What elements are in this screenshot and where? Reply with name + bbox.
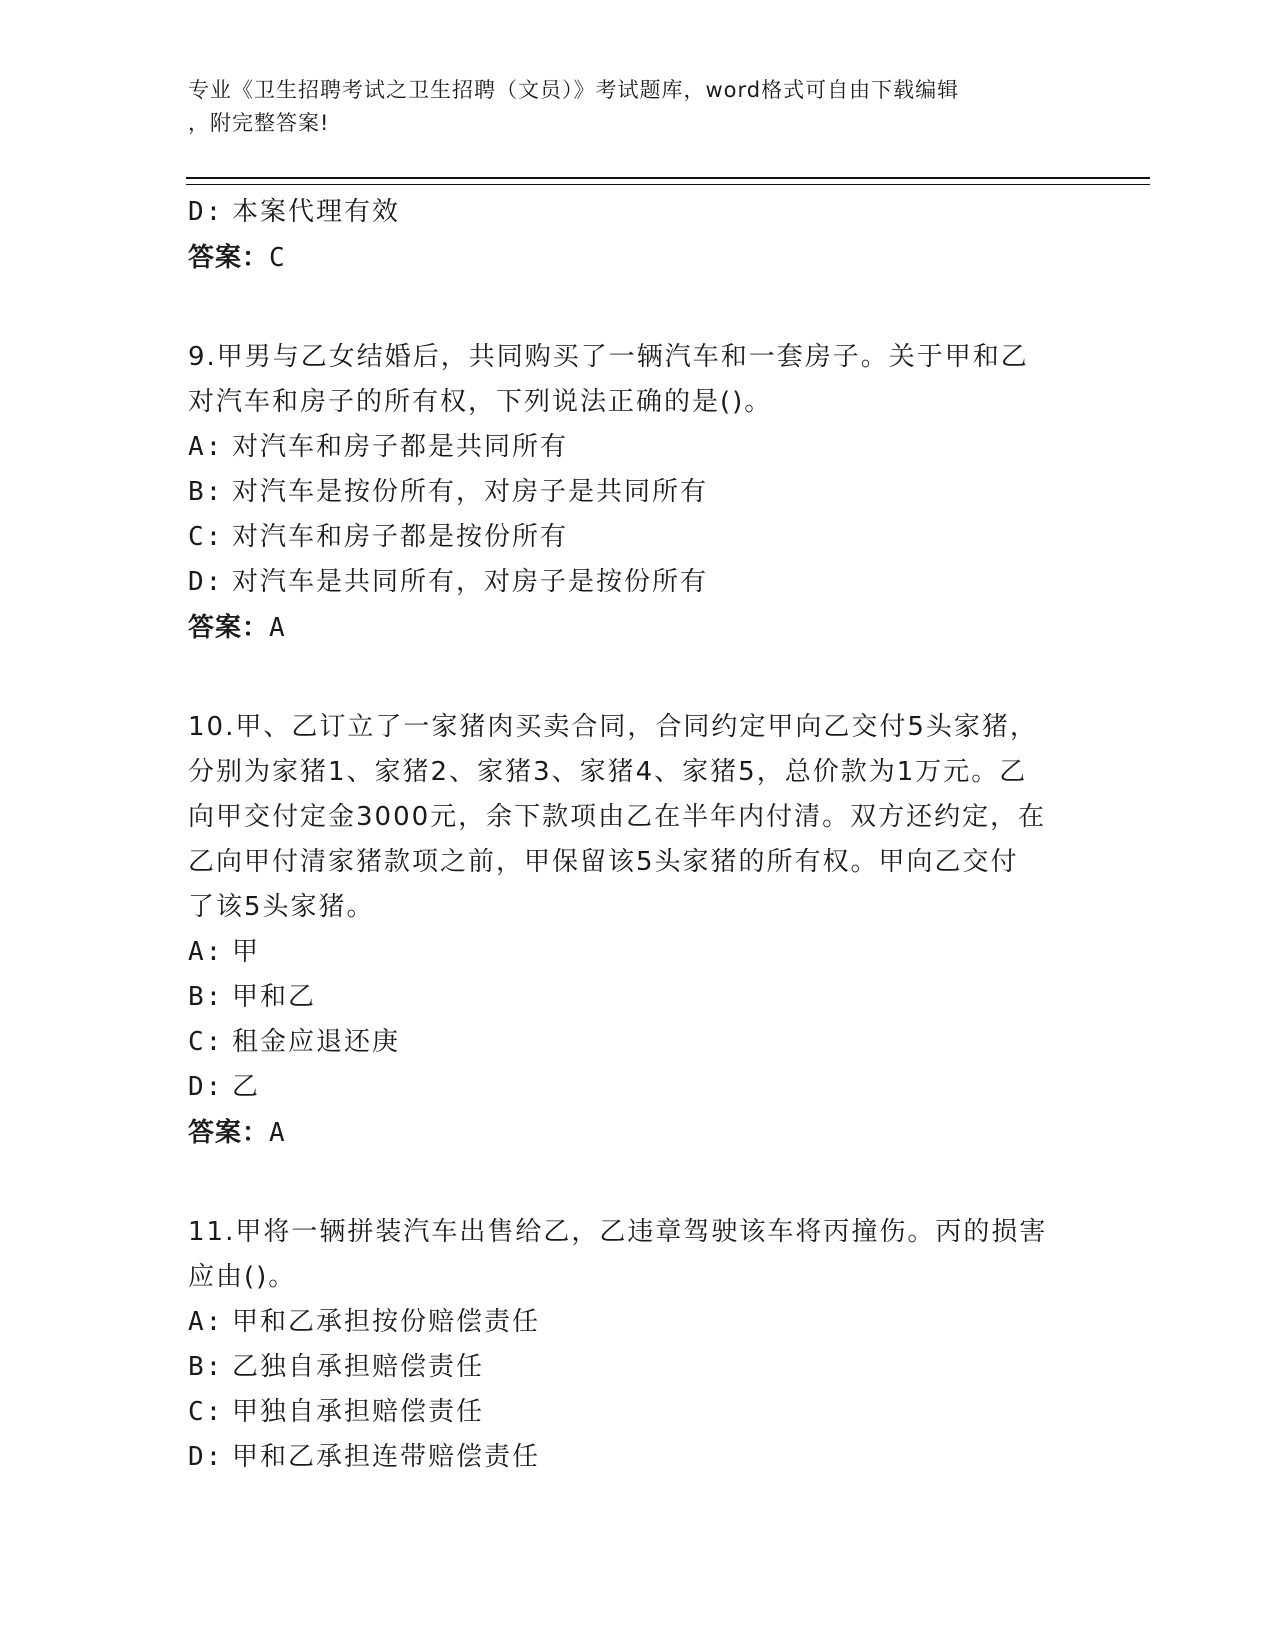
option-text: 租金应退还庚 xyxy=(232,1027,401,1057)
option-text: 对汽车和房子都是共同所有 xyxy=(232,432,569,462)
option-text: 乙 xyxy=(232,1072,261,1102)
header-divider xyxy=(186,177,1150,185)
option-a xyxy=(188,930,1088,975)
option-c xyxy=(188,1390,1088,1435)
answer-line xyxy=(188,605,1088,651)
option-letter: C: xyxy=(188,1397,224,1427)
question-text-line: 乙向甲付清家猪款项之前，甲保留该5头家猪的所有权。甲向乙交付 xyxy=(188,847,1019,877)
header-text-line1: 专业《卫生招聘考试之卫生招聘（文员）》考试题库，word格式可自由下载编辑 xyxy=(188,78,960,102)
option-b xyxy=(188,1345,1088,1390)
option-letter: B: xyxy=(188,477,224,507)
option-letter: A: xyxy=(188,937,224,967)
option-text: 对汽车是按份所有，对房子是共同所有 xyxy=(232,477,709,507)
answer-line xyxy=(188,1110,1088,1156)
option-b xyxy=(188,470,1088,515)
question-text-line: 9.甲男与乙女结婚后，共同购买了一辆汽车和一套房子。关于甲和乙 xyxy=(188,342,1029,372)
question-text-line: 11.甲将一辆拼装汽车出售给乙，乙违章驾驶该车将丙撞伤。丙的损害 xyxy=(188,1217,1048,1247)
question-text-line: 分别为家猪1、家猪2、家猪3、家猪4、家猪5，总价款为1万元。乙 xyxy=(188,757,1028,787)
option-c xyxy=(188,515,1088,560)
option-letter: C: xyxy=(188,522,224,552)
option-letter: D: xyxy=(188,197,224,227)
option-letter: A: xyxy=(188,432,224,462)
answer-line xyxy=(188,235,1088,281)
option-a xyxy=(188,1300,1088,1345)
option-d xyxy=(188,560,1088,605)
option-letter: C: xyxy=(188,1027,224,1057)
option-text: 本案代理有效 xyxy=(232,197,401,227)
question-9 xyxy=(188,335,1088,651)
document-body xyxy=(188,190,1088,1480)
option-text: 甲和乙 xyxy=(232,982,317,1012)
answer-value: C xyxy=(269,243,286,273)
option-text: 对汽车是共同所有，对房子是按份所有 xyxy=(232,567,709,597)
option-letter: D: xyxy=(188,1072,224,1102)
answer-value: A xyxy=(269,613,286,643)
option-d xyxy=(188,190,1088,235)
question-text-line: 了该5头家猪。 xyxy=(188,892,375,922)
option-text: 甲 xyxy=(232,937,261,967)
prev-question-tail xyxy=(188,190,1088,281)
option-b xyxy=(188,975,1088,1020)
option-text: 甲和乙承担按份赔偿责任 xyxy=(232,1307,541,1337)
answer-label: 答案： xyxy=(188,1118,270,1148)
page-header xyxy=(188,74,1068,140)
answer-label: 答案： xyxy=(188,613,270,643)
header-text-line2: ，附完整答案! xyxy=(188,111,330,135)
option-text: 乙独自承担赔偿责任 xyxy=(232,1352,485,1382)
question-text-line: 10.甲、乙订立了一家猪肉买卖合同，合同约定甲向乙交付5头家猪， xyxy=(188,712,1038,742)
option-text: 甲独自承担赔偿责任 xyxy=(232,1397,485,1427)
option-a xyxy=(188,425,1088,470)
question-11 xyxy=(188,1210,1088,1480)
question-10 xyxy=(188,705,1088,1156)
question-text-line: 对汽车和房子的所有权，下列说法正确的是()。 xyxy=(188,387,773,417)
option-letter: B: xyxy=(188,1352,224,1382)
option-text: 甲和乙承担连带赔偿责任 xyxy=(232,1442,541,1472)
answer-label: 答案： xyxy=(188,243,270,273)
question-text-line: 向甲交付定金3000元，余下款项由乙在半年内付清。双方还约定，在 xyxy=(188,802,1047,832)
option-d xyxy=(188,1435,1088,1480)
option-c xyxy=(188,1020,1088,1065)
option-d xyxy=(188,1065,1088,1110)
answer-value: A xyxy=(269,1118,286,1148)
option-letter: B: xyxy=(188,982,224,1012)
option-letter: A: xyxy=(188,1307,224,1337)
option-text: 对汽车和房子都是按份所有 xyxy=(232,522,569,552)
option-letter: D: xyxy=(188,1442,224,1472)
question-text-line: 应由()。 xyxy=(188,1262,297,1292)
option-letter: D: xyxy=(188,567,224,597)
